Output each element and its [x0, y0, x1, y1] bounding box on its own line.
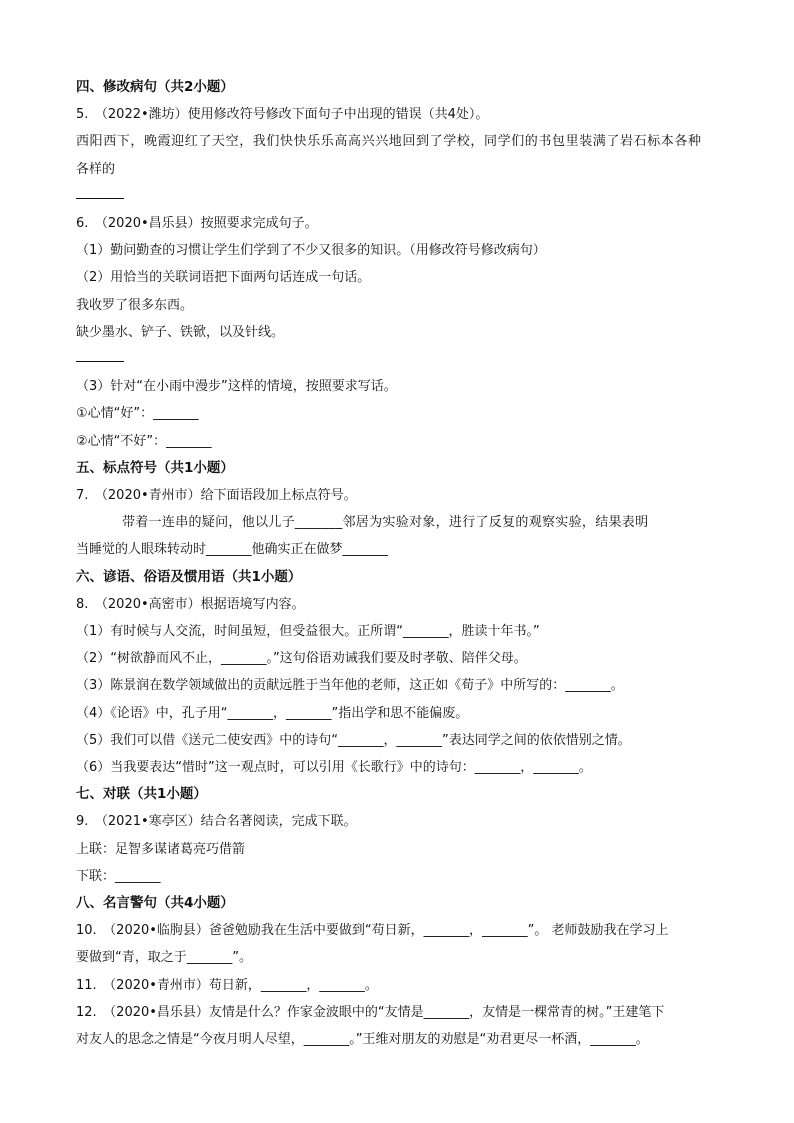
question-9-stem: 9. （2021•寒亭区）结合名著阅读，完成下联。: [76, 814, 357, 830]
section-heading-8: 八、名言警句（共4小题）: [76, 895, 234, 912]
question-6-part-2: （2）用恰当的关联词语把下面两句话连成一句话。: [76, 270, 371, 286]
question-8-part-3: （3）陈景润在数学领域做出的贡献远胜于当年他的老师，这正如《荀子》中所写的：_______。: [76, 678, 624, 694]
question-11: 11. （2020•青州市）苟日新，_______，_______。: [76, 977, 378, 993]
question-6-part-3-bad: ②心情“不好”：_______: [76, 433, 212, 449]
question-10-line-1: 10. （2020•临朐县）爸爸勉励我在生活中要做到“苟日新，_______，_______”。 老师鼓励我在学习上: [76, 923, 669, 939]
answer-line: [76, 183, 726, 210]
question-9-upper-couplet: 上联：足智多谋诸葛亮巧借箭: [76, 841, 246, 857]
document-page: [76, 74, 726, 1053]
question-8-part-4: （4）《论语》中，孔子用“_______，_______”指出学和思不能偏废。: [76, 705, 469, 721]
question-6-part-1: （1）勤问勤查的习惯让学生们学到了不少又很多的知识。（用修改符号修改病句）: [76, 243, 546, 259]
question-5-text-line-1: 西阳西下，晚霞迎红了天空，我们快快乐乐高高兴兴地回到了学校，同学们的书包里装满了岩石标本各种: [76, 134, 702, 150]
answer-rule: [76, 197, 124, 199]
question-8-part-1: （1）有时候与人交流，时间虽短，但受益很大。正所谓“_______，胜读十年书。”: [76, 624, 540, 640]
question-5-stem: 5. （2022•潍坊）使用修改符号修改下面句子中出现的错误（共4处）。: [76, 107, 489, 123]
question-8-part-6: （6）当我要表达“惜时”这一观点时，可以引用《长歌行》中的诗句：_______，_______。: [76, 760, 592, 776]
question-10-line-2: 要做到“青，取之于_______”。: [76, 950, 252, 966]
answer-rule: [76, 360, 124, 362]
question-8-stem: 8. （2020•高密市）根据语境写内容。: [76, 596, 305, 612]
question-6-part-3-good: ①心情“好”：_______: [76, 406, 199, 422]
question-12-line-1: 12. （2020•昌乐县）友情是什么？作家金波眼中的“友情是_______，友情是一棵常青的树。”王建笔下: [76, 1004, 665, 1020]
answer-line: [76, 346, 726, 373]
question-9-lower-couplet: 下联：_______: [76, 868, 161, 884]
section-heading-6: 六、谚语、俗语及惯用语（共1小题）: [76, 568, 302, 585]
question-6-part-2-sentence-b: 缺少墨水、铲子、铁锨，以及针线。: [76, 324, 285, 340]
question-7-stem: 7. （2020•青州市）给下面语段加上标点符号。: [76, 488, 357, 504]
question-8-part-2: （2）“树欲静而风不止，_______。”这句俗语劝诫我们要及时孝敬、陪伴父母。: [76, 651, 527, 667]
question-6-part-2-sentence-a: 我收罗了很多东西。: [76, 297, 194, 313]
question-7-text-line-1: 带着一连串的疑问，他以儿子_______邻居为实验对象，进行了反复的观察实验，结果表明: [122, 515, 649, 531]
section-heading-5: 五、标点符号（共1小题）: [76, 459, 234, 476]
question-6-part-3: （3）针对“在小雨中漫步”这样的情境，按照要求写话。: [76, 379, 397, 395]
question-7-text-line-2: 当睡觉的人眼珠转动时_______他确实正在做梦_______: [76, 542, 389, 558]
section-heading-4: 四、修改病句（共2小题）: [76, 79, 234, 95]
question-12-line-2: 对友人的思念之情是“今夜月明人尽望，_______。”王维对朋友的劝慰是“劝君更尽一杯酒，_______。: [76, 1032, 649, 1048]
question-8-part-5: （5）我们可以借《送元二使安西》中的诗句“_______，_______”表达同学之间的依依惜别之情。: [76, 732, 631, 748]
section-heading-7: 七、对联（共1小题）: [76, 786, 207, 803]
question-6-stem: 6. （2020•昌乐县）按照要求完成句子。: [76, 216, 318, 231]
question-5-text-line-2: 各样的: [76, 161, 116, 177]
